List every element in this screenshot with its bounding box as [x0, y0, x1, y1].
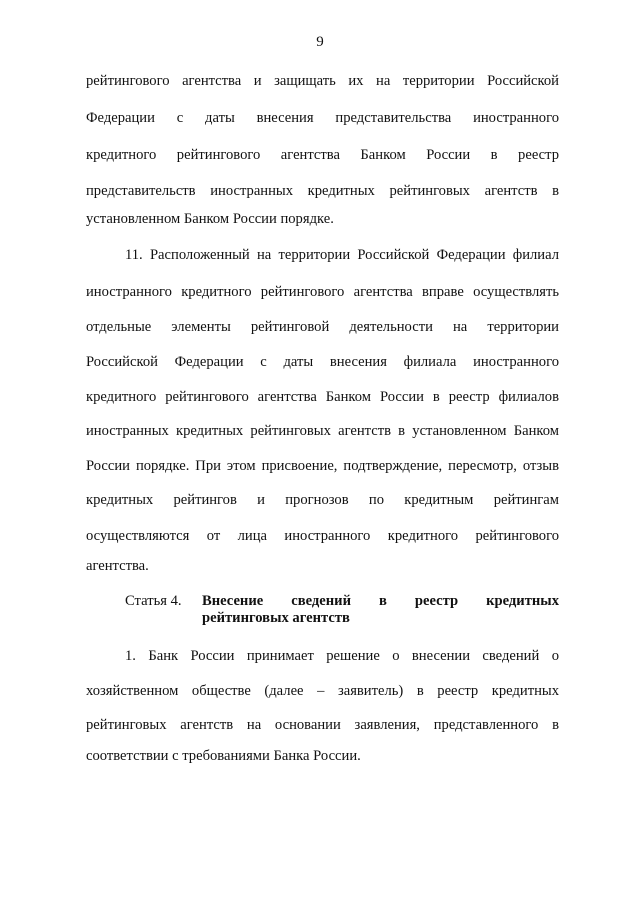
text-line: иностранных кредитных рейтинговых агентств в установленном Банком: [86, 423, 559, 439]
text-line: осуществляются от лица иностранного кредитного рейтингового: [86, 528, 559, 544]
text-line: 11. Расположенный на территории Российской Федерации филиал: [125, 247, 559, 263]
article-label: Статья 4.: [125, 593, 182, 609]
article-title: [202, 593, 559, 627]
text-line: хозяйственном обществе (далее – заявитель) в реестр кредитных: [86, 683, 559, 699]
article-title-line: рейтинговых агентств: [202, 610, 350, 626]
text-line: кредитного рейтингового агентства Банком России в реестр филиалов: [86, 389, 559, 405]
text-line: отдельные элементы рейтинговой деятельности на территории: [86, 319, 559, 335]
text-line: кредитного рейтингового агентства Банком России в реестр: [86, 147, 559, 163]
text-line: Российской Федерации с даты внесения филиала иностранного: [86, 354, 559, 370]
text-line: установленном Банком России порядке.: [86, 211, 334, 227]
article-title-line: Внесение сведений в реестр кредитных: [202, 593, 559, 609]
text-line: кредитных рейтингов и прогнозов по кредитным рейтингам: [86, 492, 559, 508]
text-line: рейтингового агентства и защищать их на территории Российской: [86, 73, 559, 89]
text-line: агентства.: [86, 558, 149, 574]
text-line: соответствии с требованиями Банка России.: [86, 748, 361, 764]
text-line: представительств иностранных кредитных рейтинговых агентств в: [86, 183, 559, 199]
text-line: 1. Банк России принимает решение о внесении сведений о: [125, 648, 559, 664]
text-line: иностранного кредитного рейтингового агентства вправе осуществлять: [86, 284, 559, 300]
page-number: 9: [316, 34, 324, 50]
text-line: Федерации с даты внесения представительства иностранного: [86, 110, 559, 126]
text-line: рейтинговых агентств на основании заявления, представленного в: [86, 717, 559, 733]
text-line: России порядке. При этом присвоение, подтверждение, пересмотр, отзыв: [86, 458, 559, 474]
